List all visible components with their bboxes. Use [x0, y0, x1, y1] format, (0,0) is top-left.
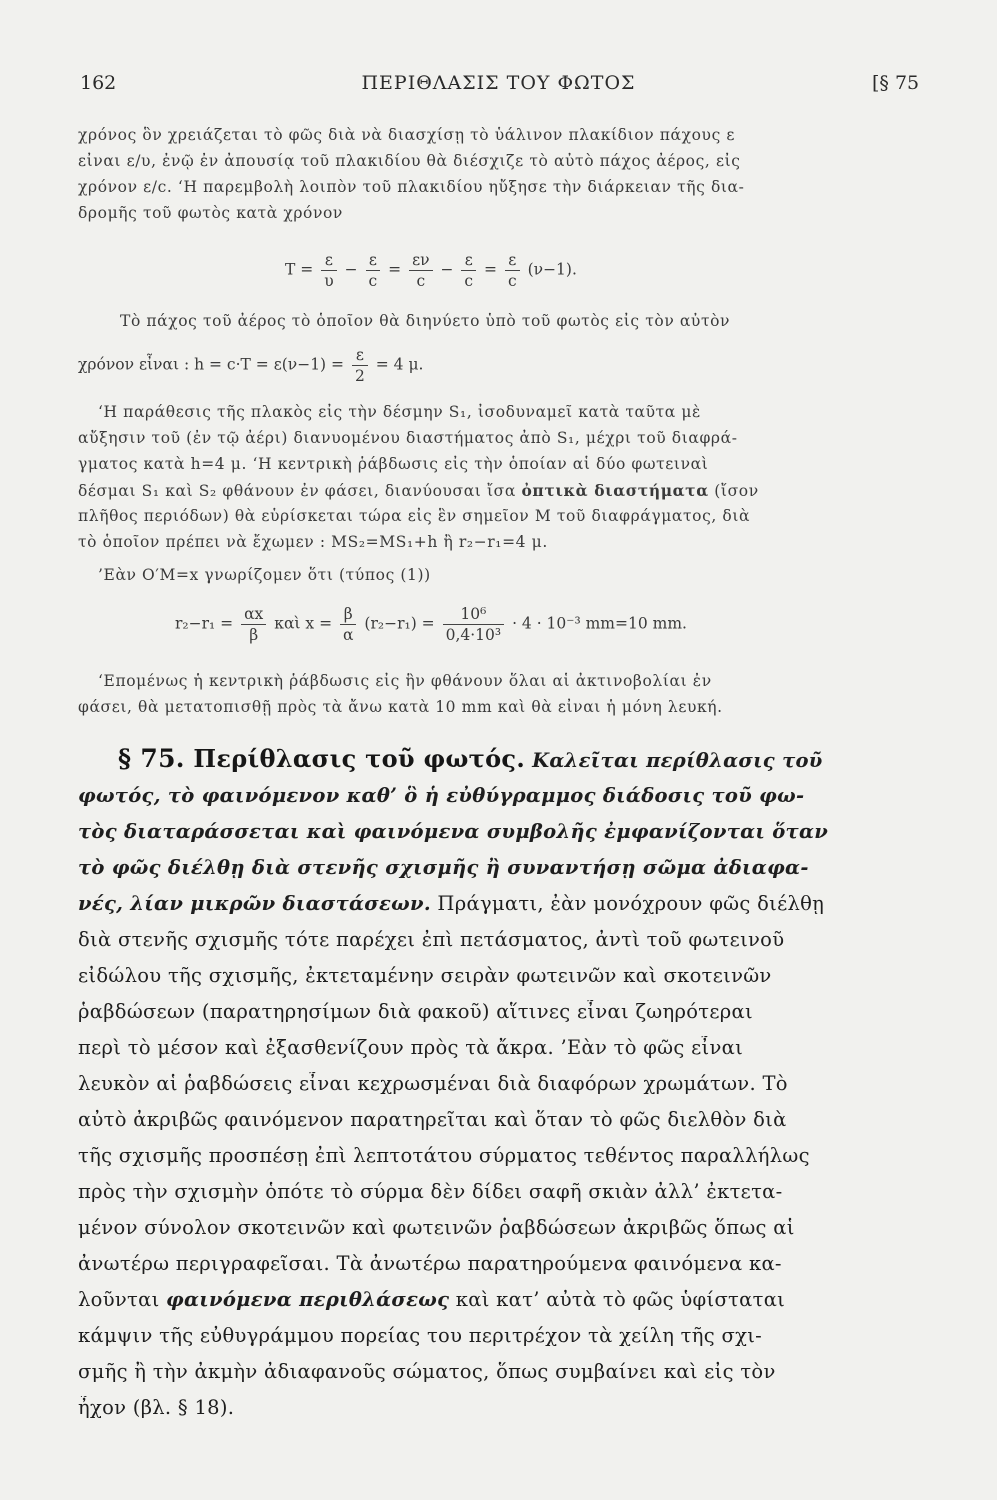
- text-line: γματος κατὰ h=4 μ. ‘Η κεντρικὴ ῥάβδωσις εἰς τὴν ὁποίαν αἱ δύο φωτειναὶ: [78, 455, 709, 473]
- equation-air-thickness: χρόνον εἶναι : h = c·T = ε(ν−1) = $\frac{\varepsilon}{2}$ = 4 μ.: [78, 346, 424, 385]
- fraction: $\frac{\varepsilon}{c}$: [366, 250, 381, 291]
- fraction: $\frac{\varepsilon\nu}{c}$: [409, 250, 432, 291]
- text-line: ‘Επομένως ἡ κεντρικὴ ῥάβδωσις εἰς ἣν φθάνουν ὅλαι αἱ ἀκτινοβολίαι ἐν: [98, 672, 712, 690]
- text-line: Τὸ πάχος τοῦ ἀέρος τὸ ὁποῖον θὰ διηνύετο ὑπὸ τοῦ φωτὸς εἰς τὸν αὐτὸν: [120, 312, 731, 330]
- text-line: αὐτὸ ἀκριβῶς φαινόμενον παρατηρεῖται καὶ ὅταν τὸ φῶς διελθὸν διὰ: [78, 1108, 787, 1131]
- text-line: περὶ τὸ μέσον καὶ ἐξασθενίζουν πρὸς τὰ ἄκρα. ’Εὰν τὸ φῶς εἶναι: [78, 1036, 744, 1059]
- text-line: πλῆθος περιόδων) θὰ εὑρίσκεται τώρα εἰς ἓν σημεῖον Μ τοῦ διαφράγματος, διὰ: [78, 507, 751, 525]
- text-line: τῆς σχισμῆς προσπέσῃ ἐπὶ λεπτοτάτου σύρματος τεθέντος παραλλήλως: [78, 1144, 810, 1167]
- text-line: λευκὸν αἱ ῥαβδώσεις εἶναι κεχρωσμέναι διὰ διαφόρων χρωμάτων. Τὸ: [78, 1072, 788, 1095]
- text-line: δέσμαι S₁ καὶ S₂ φθάνουν ἐν φάσει, διανύουσαι ἴσα ὀπτικὰ διαστήματα (ἴσον: [78, 481, 759, 500]
- text-line: διὰ στενῆς σχισμῆς τότε παρέχει ἐπὶ πετάσματος, ἀντὶ τοῦ φωτεινοῦ: [78, 928, 785, 951]
- section-heading: § 75. Περίθλασις τοῦ φωτός.: [118, 744, 526, 773]
- text-line: ἀνωτέρω περιγραφεῖσαι. Τὰ ἀνωτέρω παρατηρούμενα φαινόμενα κα-: [78, 1252, 782, 1275]
- definition-line: τὸς διαταράσσεται καὶ φαινόμενα συμβολῆς ἐμφανίζονται ὅταν: [78, 820, 829, 843]
- text-line: μένον σύνολον σκοτεινῶν καὶ φωτεινῶν ῥαβδώσεων ἀκριβῶς ὅπως αἱ: [78, 1216, 795, 1239]
- text-line: εἰδώλου τῆς σχισμῆς, ἐκτεταμένην σειρὰν φωτεινῶν καὶ σκοτεινῶν: [78, 964, 772, 987]
- fraction: $\frac{\varepsilon}{c}$: [505, 250, 520, 291]
- text-line: δρομῆς τοῦ φωτὸς κατὰ χρόνον: [78, 204, 343, 222]
- running-title: ΠΕΡΙΘΛΑΣΙΣ ΤΟΥ ΦΩΤΟΣ: [361, 72, 636, 94]
- text-line: ῥαβδώσεων (παρατηρησίμων διὰ φακοῦ) αἵτινες εἶναι ζωηρότεραι: [78, 1000, 753, 1023]
- text-line: χρόνον ε/c. ‘Η παρεμβολὴ λοιπὸν τοῦ πλακιδίου ηὔξησε τὴν διάρκειαν τῆς δια-: [78, 178, 745, 196]
- fraction: $\frac{\text{10⁶}}{\text{0,4·10³}}$: [443, 604, 505, 645]
- bold-term: ὀπτικὰ διαστήματα: [521, 481, 709, 500]
- text-line: λοῦνται φαινόμενα περιθλάσεως καὶ κατ’ αὐτὰ τὸ φῶς ὑφίσταται: [78, 1288, 786, 1311]
- equation-displacement: r₂−r₁ = $\frac{\alpha x}{\beta}$ καὶ x = $\frac{\beta}{\alpha}$ (r₂−r₁) = $\frac{\text{10⁶}}{\text{0,4·10³}}$ · 4 · 10⁻³ mm=10 mm.: [175, 605, 687, 644]
- fraction: $\frac{\varepsilon}{c}$: [461, 250, 476, 291]
- fraction: $\frac{\beta}{\alpha}$: [340, 604, 356, 645]
- text-line: τὸ ὁποῖον πρέπει νὰ ἔχωμεν : MS₂=MS₁+h ἢ r₂−r₁=4 μ.: [78, 533, 548, 551]
- fraction: $\frac{\varepsilon}{\upsilon}$: [321, 250, 336, 291]
- text-line: κάμψιν τῆς εὐθυγράμμου πορείας του περιτρέχον τὰ χείλη τῆς σχι-: [78, 1324, 763, 1347]
- text-line: αὔξησιν τοῦ (ἐν τῷ ἀέρι) διανυομένου διαστήματος ἀπὸ S₁, μέχρι τοῦ διαφρά-: [78, 429, 738, 447]
- text-line: πρὸς τὴν σχισμὴν ὁπότε τὸ σύρμα δὲν δίδει σαφῆ σκιὰν ἀλλ’ ἐκτετα-: [78, 1180, 783, 1203]
- text-line: νές, λίαν μικρῶν διαστάσεων. Πράγματι, ἐὰν μονόχρουν φῶς διέλθῃ: [78, 892, 825, 915]
- fraction: $\frac{\varepsilon}{2}$: [352, 345, 368, 386]
- definition-line: φωτός, τὸ φαινόμενον καθ’ ὃ ἡ εὐθύγραμμος διάδοσις τοῦ φω-: [78, 784, 805, 807]
- section-reference: [§ 75: [872, 72, 920, 94]
- emphasized-term: φαινόμενα περιθλάσεως: [166, 1288, 450, 1311]
- text-line: ’Εὰν O′M=x γνωρίζομεν ὅτι (τύπος (1)): [98, 566, 431, 584]
- text-line: φάσει, θὰ μετατοπισθῇ πρὸς τὰ ἄνω κατὰ 10 mm καὶ θὰ εἶναι ἡ μόνη λευκή.: [78, 698, 723, 716]
- text-line: εἶναι ε/υ, ἐνῷ ἐν ἀπουσίᾳ τοῦ πλακιδίου θὰ διέσχιζε τὸ αὐτὸ πάχος ἀέρος, εἰς: [78, 152, 741, 170]
- text-line: ἦχον (βλ. § 18).: [78, 1396, 235, 1419]
- equation-time-delay: T = $\frac{\varepsilon}{\upsilon}$ − $\frac{\varepsilon}{c}$ = $\frac{\varepsilon\nu}{c}$ − $\frac{\varepsilon}{c}$ = $\frac{\varepsilon}{c}$ (ν−1).: [285, 251, 577, 290]
- text-line: χρόνος ὃν χρειάζεται τὸ φῶς διὰ νὰ διασχίσῃ τὸ ὑάλινον πλακίδιον πάχους ε: [78, 126, 736, 144]
- definition-line: τὸ φῶς διέλθῃ διὰ στενῆς σχισμῆς ἢ συναντήσῃ σῶμα ἀδιαφα-: [78, 856, 809, 879]
- eq-term: T =: [285, 260, 314, 279]
- definition-text: Καλεῖται περίθλασις τοῦ: [525, 749, 823, 772]
- text-line: σμῆς ἢ τὴν ἀκμὴν ἀδιαφανοῦς σώματος, ὅπως συμβαίνει καὶ εἰς τὸν: [78, 1360, 776, 1383]
- section-heading-line: [118, 744, 918, 773]
- text-line: ‘Η παράθεσις τῆς πλακὸς εἰς τὴν δέσμην S₁, ἰσοδυναμεῖ κατὰ ταῦτα μὲ: [98, 403, 701, 421]
- page-number: 162: [80, 72, 117, 94]
- fraction: $\frac{\alpha x}{\beta}$: [241, 604, 266, 645]
